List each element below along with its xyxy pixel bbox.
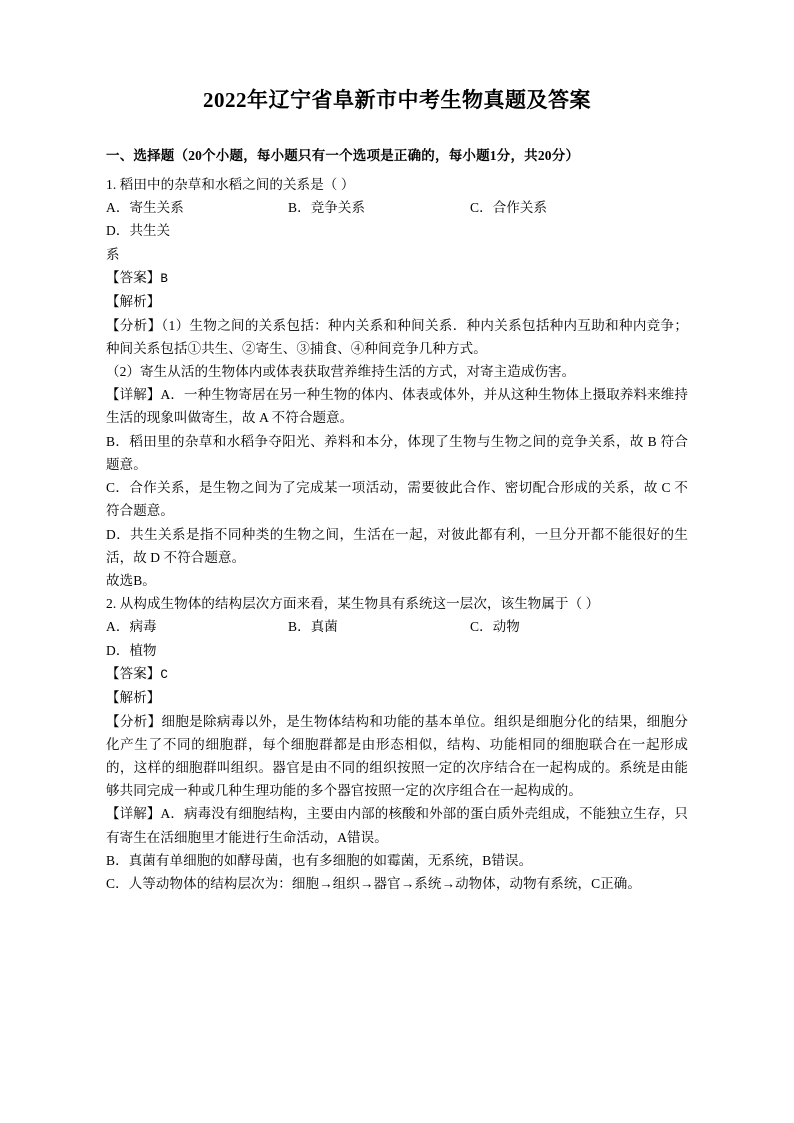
answer-line — [106, 662, 688, 687]
question-stem: 2. 从构成生物体的结构层次方面来看，某生物具有系统这一层次，该生物属于（ ） — [106, 596, 600, 612]
page-title: 2022年辽宁省阜新市中考生物真题及答案 — [203, 88, 591, 112]
question-options — [106, 196, 688, 242]
option-c[interactable]: C．合作关系 — [470, 200, 548, 216]
detail-paragraph: C．人等动物体的结构层次为：细胞→组织→器官→系统→动物体，动物有系统，C正确。 — [106, 876, 642, 892]
option-d[interactable]: D．共生关 — [106, 223, 171, 239]
conclusion-paragraph: 故选B。 — [106, 572, 156, 588]
option-d-tail: 系 — [106, 246, 120, 262]
option-a[interactable]: A．寄生关系 — [106, 200, 184, 216]
option-d[interactable]: D．植物 — [106, 642, 157, 658]
detail-paragraph: B．稻田里的杂草和水稻争夺阳光、养料和本分，体现了生物与生物之间的竞争关系，故 B 符合题意。 — [106, 433, 688, 472]
question-block-1 — [106, 173, 688, 592]
option-b[interactable]: B．真菌 — [288, 619, 338, 635]
answer-line — [106, 266, 688, 291]
analysis-label: 【解析】 — [106, 690, 161, 706]
option-a[interactable]: A．病毒 — [106, 619, 157, 635]
section-heading: 一、选择题（20个小题，每小题只有一个选项是正确的，每小题1分，共20分） — [106, 148, 580, 164]
detail-paragraph: 【详解】A．病毒没有细胞结构，主要由内部的核酸和外部的蛋白质外壳组成，不能独立生存，只有寄生在活细胞里才能进行生命活动，A错误。 — [106, 806, 688, 845]
question-stem: 1. 稻田中的杂草和水稻之间的关系是（ ） — [106, 176, 355, 192]
detail-paragraph: D．共生关系是指不同种类的生物之间，生活在一起，对彼此都有利，一旦分开都不能很好的生活，故 D 不符合题意。 — [106, 526, 688, 565]
option-c[interactable]: C．动物 — [470, 619, 520, 635]
answer-value: B — [160, 271, 169, 286]
analysis-paragraph: 【分析】（1）生物之间的关系包括：种内关系和种间关系．种内关系包括种内互助和种内竞争；种间关系包括①共生、②寄生、③捕食、④种间竞争几种方式。 — [106, 317, 688, 356]
analysis-paragraph: （2）寄生从活的生物体内或体表获取营养维持生活的方式，对寄主造成伤害。 — [106, 364, 576, 380]
detail-paragraph: 【详解】A．一种生物寄居在另一种生物的体内、体表或体外，并从这种生物体上摄取养料来维持生活的现象叫做寄生，故 A 不符合题意。 — [106, 387, 688, 426]
analysis-paragraph: 【分析】细胞是除病毒以外，是生物体结构和功能的基本单位。组织是细胞分化的结果，细胞分化产生了不同的细胞群，每个细胞群都是由形态相似，结构、功能相同的细胞联合在一起形成的，这样的细胞群叫组织。器官是由不同的组织按照一定的次序结合在一起构成的。系统是由能够共同完成一种或几种生理功能的多个器官按照一定的次序组合在一起构成的。 — [106, 713, 688, 799]
answer-label: 【答案】 — [106, 269, 161, 285]
option-b[interactable]: B．竞争关系 — [288, 200, 366, 216]
analysis-label: 【解析】 — [106, 294, 161, 310]
question-block-2 — [106, 592, 688, 895]
detail-paragraph: B．真菌有单细胞的如酵母菌，也有多细胞的如霉菌，无系统，B错误。 — [106, 852, 533, 868]
answer-value: C — [160, 667, 169, 682]
answer-label: 【答案】 — [106, 665, 161, 681]
detail-paragraph: C．合作关系，是生物之间为了完成某一项活动，需要彼此合作、密切配合形成的关系，故 C 不符合题意。 — [106, 480, 688, 519]
question-options — [106, 615, 688, 661]
